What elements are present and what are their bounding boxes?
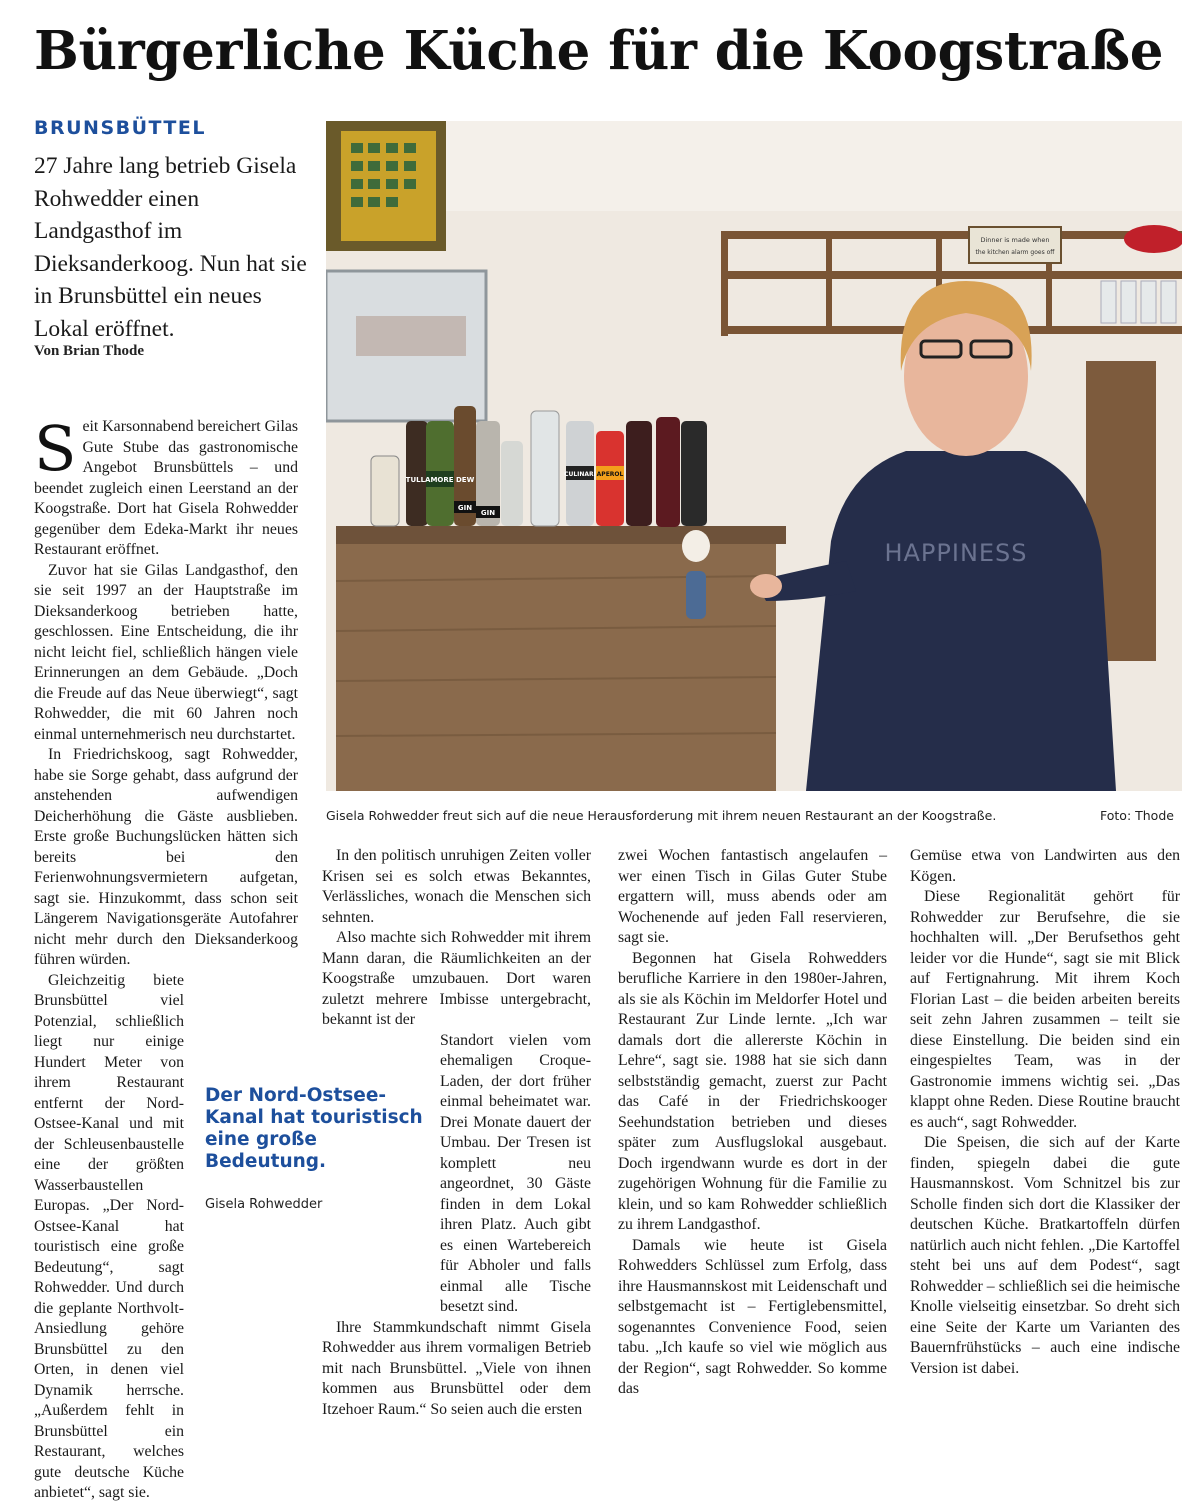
liquor-bottles [371, 406, 707, 527]
photo-credit: Foto: Thode [1100, 808, 1174, 823]
headline: Bürgerliche Küche für die Koogstraße [34, 20, 1164, 82]
photo-caption: Gisela Rohwedder freut sich auf die neue Herausforderung mit ihrem neuen Restaurant an der Koogstraße. [326, 808, 997, 823]
paragraph: Zuvor hat sie Gilas Landgasthof, den sie seit 1997 an der Hauptstraße im Dieksanderkoog betrieben hatte, geschlossen. Eine Entscheidung, die ihr nicht leicht fiel, schließlich hängen viele Erinnerungen an dem Gebäude. „Doch die Freude auf das Neue überwiegt“, sagt Rohwedder, die mit 60 Jahren noch einmal unternehmerisch neu durchstartet. [34, 561, 298, 743]
paragraph: In Friedrichskoog, sagt Rohwedder, habe sie Sorge gehabt, dass aufgrund der anstehenden aufwendigen Deicherhöhung die Gäste ausblieben. Erste große Buchungslücken hätten sich bereits bei den Ferienwohnungsvermietern aufgetan, sagt sie. Hinzukommt, dass schon seit Längerem Navigationsgeräte Autofahrer nicht mehr durch den Dieksanderkoog führen würden. [34, 746, 298, 968]
article-column-3 [618, 846, 887, 1400]
drop-cap: S [34, 412, 77, 485]
photo-illustration [326, 121, 1182, 791]
paragraph: Diese Regionalität gehört für Rohwedder zur Berufsehre, die sie hochhalten will. „Der Berufsethos geht leider vor die Hunde“, sagt sie mit Blick auf Fertignahrung. Mit ihrem Koch Florian Last – die beiden arbeiten bereits seit zehn Jahren zusammen – teilt sie diese Einstellung. Die beiden sind ein eingespieltes Team, was in der Gastronomie immens wichtig sei. „Das klappt ohne Reden. Diese Routine braucht es auch“, sagt Rohwedder. [910, 888, 1180, 1131]
paragraph: zwei Wochen fantastisch angelaufen – wer einen Tisch in Gilas Guter Stube ergattern will, muss abends oder am Wochenende auf jeden Fall reservieren, sagt sie. [618, 847, 887, 946]
article-photo [326, 121, 1182, 791]
byline: Von Brian Thode [34, 343, 145, 359]
pull-quote-text: Der Nord-Ostsee-Kanal hat touristisch eine große Bedeutung. [205, 1085, 423, 1172]
shelf-sign-line1: Dinner is made when [980, 236, 1050, 244]
paragraph: Die Speisen, die sich auf der Karte finden, spiegeln dabei die gute Hausmannskost. Vom Schnitzel bis zur Scholle finden sich dort die Klassiker der deutschen Küche. Bratkartoffeln dürfen natürlich auch nicht fehlen. „Die Kartoffel steht bei uns auf dem Podest“, sagt Rohwedder – schließlich sei die heimische Knolle vielseitig einsetzbar. So dreht sich eine Seite der Karte um Varianten des Bauernfrühstücks – auch eine indische Version ist dabei. [910, 1134, 1180, 1377]
shelf-sign-line2: the kitchen alarm goes off [975, 249, 1055, 256]
paragraph: eit Karsonnabend bereichert Gilas Gute Stube das gastronomische Angebot Brunsbüttels – und beendet zugleich einen Leerstand an der Koogstraße. Dort hat Gisela Rohwedder gegenüber dem Edeka-Markt ihr neues Restaurant eröffnet. [34, 418, 298, 558]
article-column-4 [910, 846, 1180, 1379]
bottle-label-5: APEROL [596, 471, 624, 478]
kicker-location: BRUNSBÜTTEL [34, 117, 206, 139]
paragraph: Damals wie heute ist Gisela Rohwedders Schlüssel zum Erfolg, dass ihre Hausmannskost mit Leidenschaft und selbstgemacht ist – Fertiglebensmittel, sogenanntes Convenience Food, seien tabu. „Ich kaufe so viel wie möglich aus der Region“, sagt Rohwedder. So komme das [618, 1236, 887, 1397]
pull-quote-author: Gisela Rohwedder [205, 1197, 323, 1212]
paragraph: Gemüse etwa von Landwirten aus den Kögen. [910, 847, 1180, 885]
article-column-1 [34, 412, 298, 1504]
paragraph: Begonnen hat Gisela Rohwedders berufliche Karriere in den 1980er-Jahren, als sie als Köchin im Meldorfer Hotel und Restaurant Zur Linde lernte. „Ich war damals dort die allererste Köchin in Lehre“, sagt sie. 1988 hat sie sich dann selbstständig gemacht, zuerst zur Pacht das Café in der Friedrichskooger Seehundstation betrieben und dieses später zum Ausflugslokal ausgebaut. Doch irgendwann wurde es dort in der zugehörigen Wohnung für die Familie zu klein, und so kam Rohwedder schließlich zu ihrem Landgasthof. [618, 949, 887, 1233]
paragraph: Also machte sich Rohwedder mit ihrem Mann daran, die Räumlichkeiten an der Koogstraße umzubauen. Dort waren zuletzt mehrere Imbisse untergebracht, bekannt ist der [322, 929, 591, 1028]
paragraph: Gleichzeitig biete Brunsbüttel viel Potenzial, schließlich liegt nur einige Hundert Meter von ihrem Restaurant entfernt der Nord-Ostsee-Kanal und mit der Schleusenbaustelle eine der größten Wasserbaustellen Europas. „Der Nord-Ostsee-Kanal hat touristisch eine große Bedeutung“, sagt Rohwedder. Und durch die geplante Northvolt-Ansiedlung gehöre Brunsbüttel zu den Orten, in denen viel Dynamik herrsche. „Außerdem fehlt in Brunsbüttel ein Restaurant, welches gute deutsche Küche anbietet“, sagt sie. [34, 971, 184, 1501]
bottle-label-4: CULINARI [564, 471, 596, 478]
article-column-2 [322, 846, 591, 1420]
bottle-label-2: GIN [457, 504, 473, 512]
bottle-label-1: TULLAMORE DEW [405, 476, 475, 484]
paragraph: In den politisch unruhigen Zeiten voller Krisen sei es solch etwas Bekanntes, Verlässliches, wonach die Menschen sich sehnten. [322, 847, 591, 926]
shirt-print: HAPPINESS [884, 539, 1028, 567]
paragraph: Ihre Stammkundschaft nimmt Gisela Rohwedder aus ihrem vormaligen Betrieb mit nach Brunsbüttel. „Viele von ihnen kommen aus Brunsbüttel oder dem Itzehoer Raum.“ So seien auch die ersten [322, 1318, 591, 1418]
lead-paragraph: 27 Jahre lang betrieb Gisela Rohwedder einen Landgasthof im Dieksanderkoog. Nun hat sie in Brunsbüttel ein neues Lokal eröffnet. [34, 153, 307, 342]
paragraph: Standort vielen vom ehemaligen Croque-Laden, der dort früher einmal beheimatet war. Drei Monate dauert der Umbau. Der Tresen ist komplett neu angeordnet, 30 Gäste finden in dem Lokal ihren Platz. Auch gibt es einen Wartebereich für Abholer und falls einmal alle Tische besetzt sind. [440, 1031, 591, 1315]
bottle-label-3: GIN [480, 509, 496, 517]
